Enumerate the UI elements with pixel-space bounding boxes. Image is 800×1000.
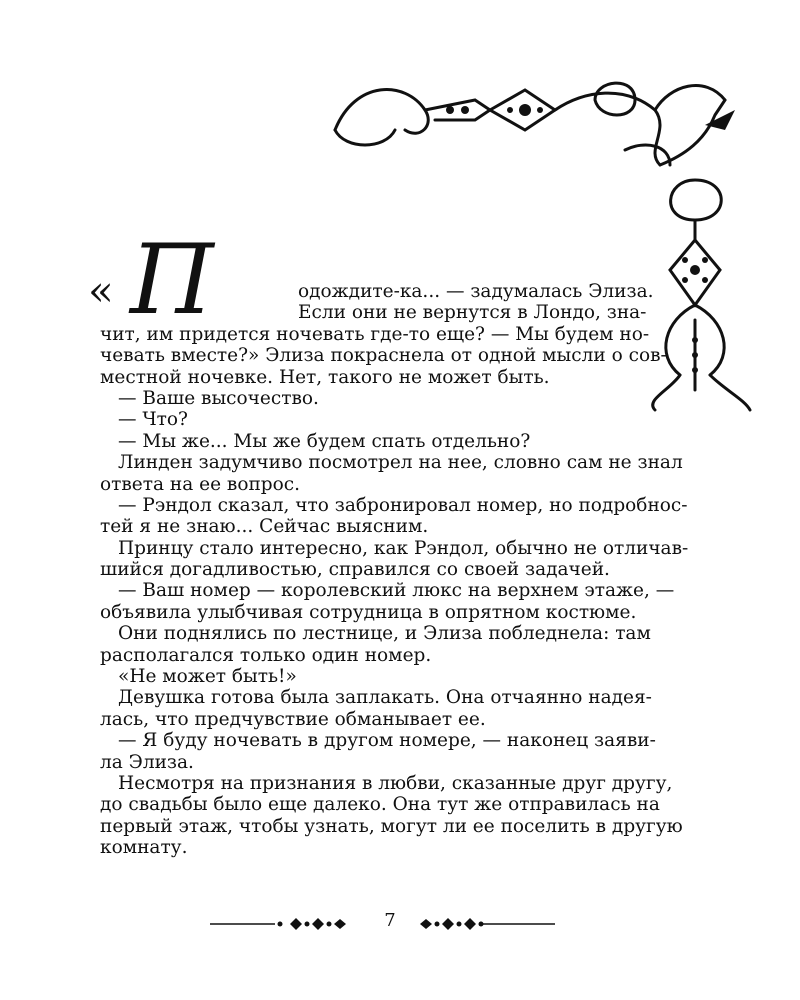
text-line: Если они не вернутся в Лондо, зна- [298, 302, 647, 324]
text-line: чевать вместе?» Элиза покраснела от одной мысли о сов- [100, 345, 667, 367]
text-line: Они поднялись по лестнице, и Элиза побледнела: там [118, 623, 651, 645]
text-line: — Ваше высочество. [118, 387, 319, 409]
drop-cap-letter: П [130, 224, 214, 336]
text-line: располагался только один номер. [100, 644, 432, 666]
text-line: — Я буду ночевать в другом номере, — наконец заяви- [118, 730, 656, 752]
text-line: первый этаж, чтобы узнать, могут ли ее поселить в другую [100, 815, 683, 837]
text-line: лась, что предчувствие обманывает ее. [100, 708, 486, 730]
text-line: «Не может быть!» [118, 666, 297, 688]
text-line: местной ночевке. Нет, такого не может быть. [100, 366, 550, 388]
text-line: комнату. [100, 837, 188, 859]
page-text [100, 281, 689, 859]
text-line: объявила улыбчивая сотрудница в опрятном костюме. [100, 601, 637, 623]
text-line: ответа на ее вопрос. [100, 473, 301, 495]
text-line: — Мы же... Мы же будем спать отдельно? [118, 430, 531, 452]
text-line: Принцу стало интересно, как Рэндол, обычно не отличав- [118, 537, 689, 559]
text-line: ла Элиза. [100, 751, 194, 773]
text-line: шийся догадливостью, справился со своей задачей. [100, 559, 610, 581]
text-line: Линден задумчиво посмотрел на нее, словно сам не знал [118, 452, 683, 474]
page-number: 7 [384, 910, 396, 931]
text-line: одождите-ка... — задумалась Элиза. [298, 281, 654, 302]
text-line: тей я не знаю... Сейчас выясним. [100, 516, 429, 538]
drop-cap-quote: « [88, 266, 114, 315]
text-line: — Ваш номер — королевский люкс на верхнем этаже, — [118, 580, 675, 602]
text-line: чит, им придется ночевать где-то еще? — Мы будем но- [100, 323, 650, 345]
text-line: Несмотря на признания в любви, сказанные друг другу, [118, 772, 673, 794]
text-line: Девушка готова была заплакать. Она отчаянно надея- [118, 687, 652, 709]
text-line: — Рэндол сказал, что забронировал номер, но подробнос- [118, 494, 688, 516]
text-line: до свадьбы было еще далеко. Она тут же отправилась на [100, 794, 660, 816]
text-line: — Что? [118, 409, 188, 431]
